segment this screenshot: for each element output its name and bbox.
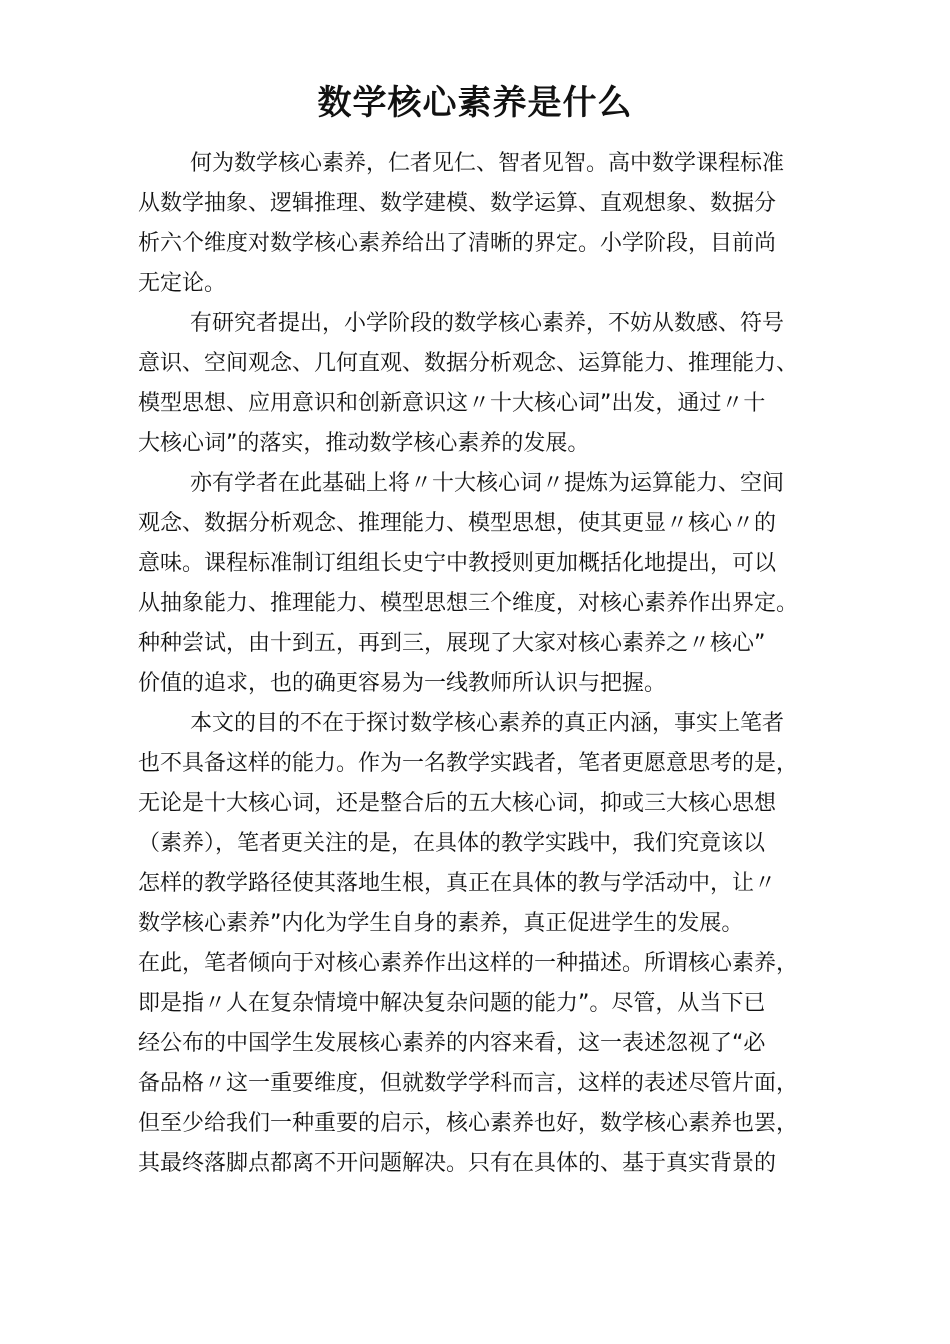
text-line: 从抽象能力、推理能力、模型思想三个维度，对核心素养作出界定。 [138, 591, 799, 616]
text-line: 从数学抽象、逻辑推理、数学建模、数学运算、直观想象、数据分 [138, 191, 777, 216]
text-line: 数学核心素养”内化为学生自身的素养，真正促进学生的发展。 [138, 911, 744, 936]
text-line: 经公布的中国学生发展核心素养的内容来看，这一表述忽视了“必 [138, 1031, 766, 1056]
text-line: 无定论。 [138, 271, 227, 296]
text-line: 备品格〃这一重要维度，但就数学学科而言，这样的表述尽管片面， [138, 1071, 799, 1096]
text-line: 意味。课程标准制订组组长史宁中教授则更加概括化地提出，可以 [138, 551, 777, 576]
paragraph-4 [138, 704, 838, 944]
paragraph-5 [138, 944, 838, 1184]
text-line: 观念、数据分析观念、推理能力、模型思想，使其更显〃核心〃的 [138, 511, 777, 536]
text-line: 本文的目的不在于探讨数学核心素养的真正内涵，事实上笔者 [190, 711, 785, 736]
text-line: （素养），笔者更关注的是，在具体的教学实践中，我们究竟该以 [138, 831, 766, 856]
paragraph-2 [138, 304, 838, 464]
document-body [138, 144, 838, 1184]
document-title: 数学核心素养是什么 [317, 83, 633, 123]
text-line: 意识、空间观念、几何直观、数据分析观念、运算能力、推理能力、 [138, 351, 799, 376]
text-line: 亦有学者在此基础上将〃十大核心词〃提炼为运算能力、空间 [190, 471, 785, 496]
text-line: 价值的追求，也的确更容易为一线教师所认识与把握。 [138, 671, 667, 696]
text-line: 其最终落脚点都离不开问题解决。只有在具体的、基于真实背景的 [138, 1151, 777, 1176]
text-line: 也不具备这样的能力。作为一名教学实践者，笔者更愿意思考的是， [138, 751, 799, 776]
text-line: 无论是十大核心词，还是整合后的五大核心词，抑或三大核心思想 [138, 791, 777, 816]
text-line: 但至少给我们一种重要的启示，核心素养也好，数学核心素养也罢， [138, 1111, 799, 1136]
text-line: 即是指〃人在复杂情境中解决复杂问题的能力”。尽管，从当下已 [138, 991, 766, 1016]
text-line: 种种尝试，由十到五，再到三，展现了大家对核心素养之〃核心” [138, 631, 766, 656]
paragraph-1 [138, 144, 838, 304]
text-line: 怎样的教学路径使其落地生根，真正在具体的教与学活动中，让〃 [138, 871, 777, 896]
text-line: 在此，笔者倾向于对核心素养作出这样的一种描述。所谓核心素养， [138, 951, 799, 976]
text-line: 何为数学核心素养，仁者见仁、智者见智。高中数学课程标准 [190, 151, 785, 176]
paragraph-3 [138, 464, 838, 704]
text-line: 析六个维度对数学核心素养给出了清晰的界定。小学阶段，目前尚 [138, 231, 777, 256]
text-line: 大核心词”的落实，推动数学核心素养的发展。 [138, 431, 590, 456]
text-line: 模型思想、应用意识和创新意识这〃十大核心词”出发，通过〃十 [138, 391, 766, 416]
text-line: 有研究者提出，小学阶段的数学核心素养，不妨从数感、符号 [190, 311, 785, 336]
